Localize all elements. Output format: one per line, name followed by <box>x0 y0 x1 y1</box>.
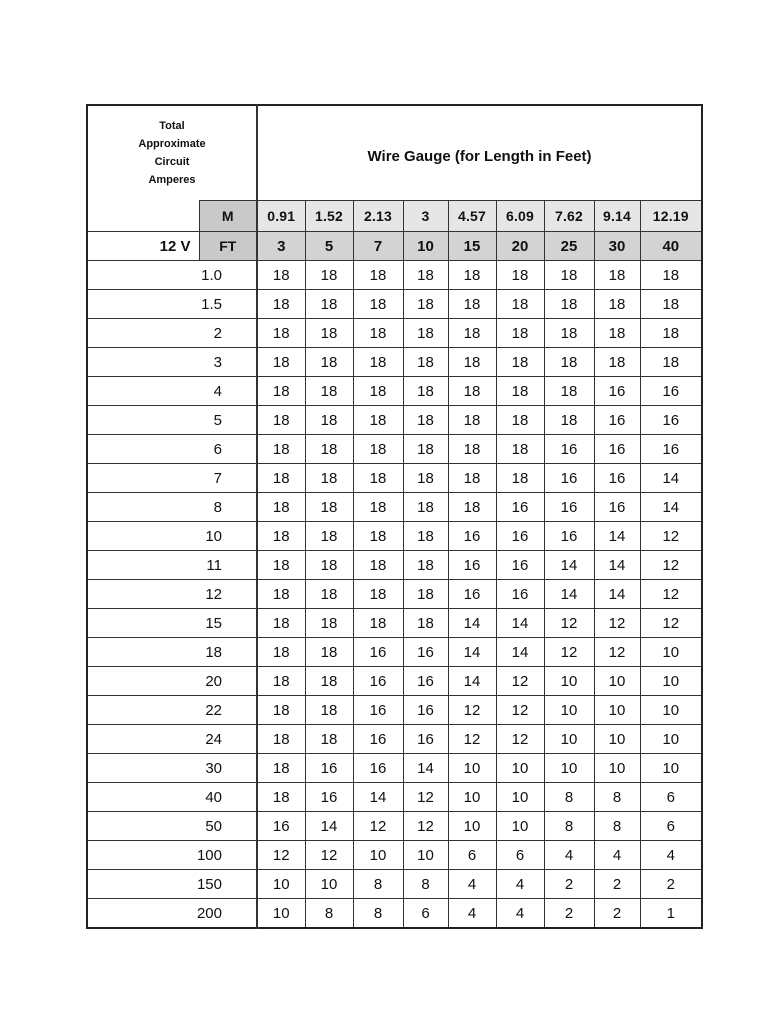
gauge-cell: 12 <box>448 725 496 754</box>
gauge-cell: 10 <box>496 812 544 841</box>
gauge-cell: 18 <box>403 435 448 464</box>
table-row <box>87 667 702 696</box>
meters-value: 1.52 <box>305 201 353 232</box>
feet-value: 10 <box>403 232 448 261</box>
gauge-cell: 18 <box>448 348 496 377</box>
gauge-cell: 18 <box>448 464 496 493</box>
gauge-cell: 12 <box>257 841 305 870</box>
gauge-cell: 18 <box>305 580 353 609</box>
gauge-cell: 16 <box>640 406 702 435</box>
gauge-cell: 12 <box>544 638 594 667</box>
gauge-cell: 16 <box>640 435 702 464</box>
gauge-cell: 12 <box>594 609 640 638</box>
gauge-cell: 18 <box>305 348 353 377</box>
gauge-cell: 18 <box>403 290 448 319</box>
gauge-cell: 10 <box>544 754 594 783</box>
feet-value: 20 <box>496 232 544 261</box>
gauge-cell: 16 <box>403 638 448 667</box>
gauge-cell: 16 <box>448 551 496 580</box>
gauge-cell: 16 <box>496 493 544 522</box>
meters-row <box>87 201 702 232</box>
gauge-cell: 18 <box>257 522 305 551</box>
gauge-cell: 14 <box>640 464 702 493</box>
amperes-cell: 40 <box>87 783 257 812</box>
gauge-cell: 10 <box>448 783 496 812</box>
gauge-cell: 14 <box>448 667 496 696</box>
gauge-cell: 18 <box>403 261 448 290</box>
gauge-cell: 18 <box>448 261 496 290</box>
feet-unit-label: FT <box>199 232 257 261</box>
gauge-cell: 2 <box>640 870 702 899</box>
gauge-cell: 18 <box>448 435 496 464</box>
gauge-cell: 18 <box>257 406 305 435</box>
gauge-cell: 18 <box>353 261 403 290</box>
gauge-cell: 10 <box>448 754 496 783</box>
meters-value: 9.14 <box>594 201 640 232</box>
gauge-cell: 8 <box>544 783 594 812</box>
amperes-cell: 5 <box>87 406 257 435</box>
gauge-cell: 4 <box>544 841 594 870</box>
header-title-row <box>87 105 702 201</box>
amperes-cell: 150 <box>87 870 257 899</box>
gauge-cell: 14 <box>353 783 403 812</box>
gauge-cell: 18 <box>305 290 353 319</box>
table-row <box>87 580 702 609</box>
gauge-cell: 18 <box>353 406 403 435</box>
wire-gauge-chart <box>86 104 701 922</box>
gauge-cell: 18 <box>257 783 305 812</box>
gauge-cell: 18 <box>403 493 448 522</box>
gauge-cell: 18 <box>544 348 594 377</box>
table-row <box>87 899 702 929</box>
gauge-cell: 8 <box>353 870 403 899</box>
feet-value: 40 <box>640 232 702 261</box>
gauge-cell: 10 <box>640 638 702 667</box>
gauge-cell: 16 <box>403 696 448 725</box>
gauge-cell: 18 <box>353 522 403 551</box>
gauge-cell: 18 <box>640 348 702 377</box>
feet-value: 25 <box>544 232 594 261</box>
gauge-cell: 18 <box>353 580 403 609</box>
table-row <box>87 638 702 667</box>
gauge-cell: 10 <box>257 870 305 899</box>
gauge-cell: 14 <box>496 638 544 667</box>
gauge-cell: 18 <box>544 406 594 435</box>
gauge-cell: 18 <box>448 377 496 406</box>
feet-value: 15 <box>448 232 496 261</box>
meters-value: 7.62 <box>544 201 594 232</box>
gauge-cell: 16 <box>403 725 448 754</box>
gauge-cell: 18 <box>403 377 448 406</box>
gauge-cell: 18 <box>257 667 305 696</box>
table-row <box>87 841 702 870</box>
amperes-cell: 12 <box>87 580 257 609</box>
gauge-cell: 18 <box>305 696 353 725</box>
meters-value: 0.91 <box>257 201 305 232</box>
gauge-cell: 18 <box>496 290 544 319</box>
gauge-cell: 10 <box>257 899 305 929</box>
gauge-cell: 18 <box>257 464 305 493</box>
amperes-cell: 50 <box>87 812 257 841</box>
gauge-cell: 16 <box>594 406 640 435</box>
amperes-header-line: Circuit <box>154 156 190 168</box>
gauge-cell: 16 <box>544 435 594 464</box>
amperes-cell: 11 <box>87 551 257 580</box>
amperes-cell: 18 <box>87 638 257 667</box>
amperes-cell: 15 <box>87 609 257 638</box>
gauge-cell: 18 <box>305 667 353 696</box>
gauge-cell: 18 <box>353 377 403 406</box>
gauge-cell: 18 <box>305 435 353 464</box>
gauge-cell: 10 <box>305 870 353 899</box>
gauge-cell: 16 <box>353 725 403 754</box>
gauge-cell: 12 <box>403 783 448 812</box>
gauge-cell: 10 <box>594 754 640 783</box>
gauge-cell: 12 <box>640 580 702 609</box>
amperes-cell: 200 <box>87 899 257 929</box>
gauge-cell: 10 <box>640 696 702 725</box>
gauge-cell: 14 <box>594 522 640 551</box>
gauge-cell: 10 <box>544 667 594 696</box>
meters-value: 3 <box>403 201 448 232</box>
gauge-cell: 18 <box>305 261 353 290</box>
meters-unit-label: M <box>199 201 257 232</box>
gauge-cell: 18 <box>305 609 353 638</box>
gauge-cell: 18 <box>257 638 305 667</box>
gauge-cell: 18 <box>594 348 640 377</box>
gauge-cell: 12 <box>594 638 640 667</box>
meters-value: 12.19 <box>640 201 702 232</box>
gauge-cell: 8 <box>544 812 594 841</box>
gauge-cell: 12 <box>640 522 702 551</box>
gauge-cell: 18 <box>305 406 353 435</box>
gauge-cell: 16 <box>353 696 403 725</box>
gauge-cell: 12 <box>448 696 496 725</box>
gauge-cell: 12 <box>496 667 544 696</box>
feet-value: 5 <box>305 232 353 261</box>
amperes-header <box>87 105 257 201</box>
gauge-cell: 18 <box>403 319 448 348</box>
gauge-cell: 4 <box>496 899 544 929</box>
meters-value: 2.13 <box>353 201 403 232</box>
gauge-cell: 10 <box>640 754 702 783</box>
table-row <box>87 290 702 319</box>
feet-value: 30 <box>594 232 640 261</box>
table-row <box>87 464 702 493</box>
gauge-cell: 16 <box>305 754 353 783</box>
gauge-cell: 18 <box>544 290 594 319</box>
gauge-cell: 14 <box>594 551 640 580</box>
gauge-cell: 18 <box>448 406 496 435</box>
table-row <box>87 522 702 551</box>
amperes-cell: 24 <box>87 725 257 754</box>
gauge-cell: 10 <box>544 725 594 754</box>
wire-gauge-title: Wire Gauge (for Length in Feet) <box>257 105 702 201</box>
gauge-cell: 14 <box>544 580 594 609</box>
gauge-cell: 10 <box>594 725 640 754</box>
gauge-cell: 12 <box>403 812 448 841</box>
gauge-cell: 18 <box>594 319 640 348</box>
table-row <box>87 725 702 754</box>
gauge-cell: 18 <box>496 435 544 464</box>
gauge-cell: 18 <box>353 435 403 464</box>
gauge-cell: 16 <box>544 493 594 522</box>
feet-row <box>87 232 702 261</box>
gauge-cell: 18 <box>353 464 403 493</box>
gauge-cell: 12 <box>305 841 353 870</box>
wire-gauge-table <box>86 104 703 929</box>
amperes-cell: 3 <box>87 348 257 377</box>
gauge-cell: 12 <box>544 609 594 638</box>
gauge-cell: 16 <box>594 493 640 522</box>
gauge-cell: 18 <box>448 290 496 319</box>
table-row <box>87 754 702 783</box>
gauge-cell: 14 <box>448 609 496 638</box>
table-row <box>87 696 702 725</box>
gauge-cell: 6 <box>496 841 544 870</box>
gauge-cell: 8 <box>594 783 640 812</box>
table-row <box>87 551 702 580</box>
gauge-cell: 12 <box>640 551 702 580</box>
amperes-cell: 2 <box>87 319 257 348</box>
table-row <box>87 261 702 290</box>
amperes-cell: 10 <box>87 522 257 551</box>
gauge-cell: 2 <box>544 870 594 899</box>
meters-value: 6.09 <box>496 201 544 232</box>
gauge-cell: 16 <box>594 377 640 406</box>
gauge-cell: 10 <box>544 696 594 725</box>
gauge-cell: 12 <box>496 696 544 725</box>
table-row <box>87 406 702 435</box>
table-row <box>87 812 702 841</box>
amperes-cell: 4 <box>87 377 257 406</box>
gauge-cell: 16 <box>448 580 496 609</box>
amperes-cell: 1.5 <box>87 290 257 319</box>
gauge-cell: 14 <box>640 493 702 522</box>
gauge-cell: 14 <box>305 812 353 841</box>
gauge-cell: 16 <box>496 580 544 609</box>
gauge-cell: 18 <box>353 319 403 348</box>
table-row <box>87 870 702 899</box>
gauge-cell: 18 <box>496 319 544 348</box>
gauge-cell: 18 <box>353 493 403 522</box>
gauge-cell: 4 <box>640 841 702 870</box>
gauge-cell: 14 <box>403 754 448 783</box>
gauge-cell: 18 <box>257 261 305 290</box>
gauge-cell: 18 <box>257 754 305 783</box>
gauge-cell: 10 <box>594 667 640 696</box>
gauge-cell: 18 <box>496 464 544 493</box>
amperes-header-line: Approximate <box>138 138 206 150</box>
amperes-cell: 7 <box>87 464 257 493</box>
table-row <box>87 348 702 377</box>
gauge-cell: 6 <box>640 812 702 841</box>
amperes-cell: 6 <box>87 435 257 464</box>
gauge-cell: 10 <box>403 841 448 870</box>
gauge-cell: 18 <box>305 377 353 406</box>
gauge-cell: 18 <box>353 551 403 580</box>
table-row <box>87 377 702 406</box>
feet-value: 7 <box>353 232 403 261</box>
amperes-cell: 100 <box>87 841 257 870</box>
gauge-cell: 18 <box>257 493 305 522</box>
gauge-cell: 18 <box>305 319 353 348</box>
gauge-cell: 18 <box>305 464 353 493</box>
gauge-cell: 18 <box>353 348 403 377</box>
gauge-cell: 18 <box>544 377 594 406</box>
gauge-cell: 16 <box>257 812 305 841</box>
gauge-cell: 10 <box>496 783 544 812</box>
amperes-header-line: Amperes <box>148 174 196 186</box>
table-row <box>87 319 702 348</box>
gauge-cell: 18 <box>257 551 305 580</box>
gauge-cell: 18 <box>594 290 640 319</box>
gauge-cell: 18 <box>496 348 544 377</box>
gauge-cell: 18 <box>403 609 448 638</box>
gauge-cell: 16 <box>353 754 403 783</box>
gauge-cell: 16 <box>496 522 544 551</box>
gauge-cell: 18 <box>496 377 544 406</box>
gauge-cell: 18 <box>640 319 702 348</box>
gauge-cell: 18 <box>257 319 305 348</box>
gauge-cell: 18 <box>257 609 305 638</box>
header-blank-cell <box>87 201 199 232</box>
gauge-cell: 18 <box>257 580 305 609</box>
amperes-cell: 20 <box>87 667 257 696</box>
feet-value: 3 <box>257 232 305 261</box>
gauge-cell: 16 <box>544 464 594 493</box>
voltage-label: 12 V <box>87 232 199 261</box>
amperes-cell: 8 <box>87 493 257 522</box>
table-row <box>87 609 702 638</box>
gauge-cell: 18 <box>257 435 305 464</box>
gauge-cell: 14 <box>594 580 640 609</box>
gauge-cell: 8 <box>594 812 640 841</box>
gauge-cell: 18 <box>305 725 353 754</box>
gauge-cell: 14 <box>496 609 544 638</box>
gauge-cell: 18 <box>403 406 448 435</box>
amperes-cell: 22 <box>87 696 257 725</box>
gauge-cell: 8 <box>403 870 448 899</box>
gauge-cell: 6 <box>640 783 702 812</box>
gauge-cell: 18 <box>448 493 496 522</box>
gauge-cell: 4 <box>594 841 640 870</box>
gauge-cell: 4 <box>448 870 496 899</box>
meters-value: 4.57 <box>448 201 496 232</box>
gauge-cell: 1 <box>640 899 702 929</box>
gauge-cell: 2 <box>594 899 640 929</box>
gauge-cell: 12 <box>640 609 702 638</box>
gauge-cell: 18 <box>544 319 594 348</box>
gauge-cell: 16 <box>448 522 496 551</box>
gauge-cell: 18 <box>257 725 305 754</box>
gauge-cell: 16 <box>353 638 403 667</box>
gauge-cell: 6 <box>448 841 496 870</box>
gauge-cell: 18 <box>305 522 353 551</box>
gauge-cell: 18 <box>403 580 448 609</box>
gauge-cell: 16 <box>353 667 403 696</box>
gauge-cell: 8 <box>305 899 353 929</box>
gauge-cell: 18 <box>257 348 305 377</box>
gauge-cell: 12 <box>353 812 403 841</box>
gauge-cell: 18 <box>403 348 448 377</box>
gauge-cell: 18 <box>257 377 305 406</box>
gauge-cell: 18 <box>403 522 448 551</box>
amperes-cell: 1.0 <box>87 261 257 290</box>
gauge-cell: 18 <box>257 290 305 319</box>
gauge-cell: 18 <box>448 319 496 348</box>
gauge-cell: 18 <box>496 406 544 435</box>
gauge-cell: 16 <box>640 377 702 406</box>
gauge-cell: 16 <box>594 464 640 493</box>
amperes-cell: 30 <box>87 754 257 783</box>
gauge-cell: 18 <box>353 290 403 319</box>
gauge-cell: 18 <box>544 261 594 290</box>
gauge-cell: 6 <box>403 899 448 929</box>
gauge-cell: 18 <box>403 551 448 580</box>
gauge-cell: 18 <box>257 696 305 725</box>
gauge-cell: 12 <box>496 725 544 754</box>
gauge-cell: 18 <box>305 638 353 667</box>
table-row <box>87 783 702 812</box>
gauge-cell: 10 <box>594 696 640 725</box>
gauge-cell: 18 <box>640 290 702 319</box>
gauge-cell: 4 <box>496 870 544 899</box>
gauge-cell: 4 <box>448 899 496 929</box>
gauge-cell: 18 <box>305 551 353 580</box>
gauge-cell: 2 <box>544 899 594 929</box>
gauge-cell: 10 <box>353 841 403 870</box>
gauge-cell: 18 <box>594 261 640 290</box>
gauge-cell: 8 <box>353 899 403 929</box>
gauge-cell: 2 <box>594 870 640 899</box>
gauge-cell: 10 <box>496 754 544 783</box>
gauge-cell: 14 <box>544 551 594 580</box>
gauge-cell: 14 <box>448 638 496 667</box>
gauge-cell: 18 <box>305 493 353 522</box>
gauge-cell: 16 <box>496 551 544 580</box>
gauge-cell: 16 <box>544 522 594 551</box>
gauge-cell: 10 <box>640 667 702 696</box>
gauge-cell: 18 <box>496 261 544 290</box>
gauge-cell: 10 <box>640 725 702 754</box>
gauge-cell: 18 <box>403 464 448 493</box>
table-row <box>87 493 702 522</box>
amperes-header-line: Total <box>159 120 185 132</box>
gauge-cell: 16 <box>594 435 640 464</box>
table-row <box>87 435 702 464</box>
gauge-cell: 16 <box>305 783 353 812</box>
gauge-cell: 18 <box>353 609 403 638</box>
gauge-cell: 18 <box>640 261 702 290</box>
gauge-cell: 10 <box>448 812 496 841</box>
gauge-cell: 16 <box>403 667 448 696</box>
